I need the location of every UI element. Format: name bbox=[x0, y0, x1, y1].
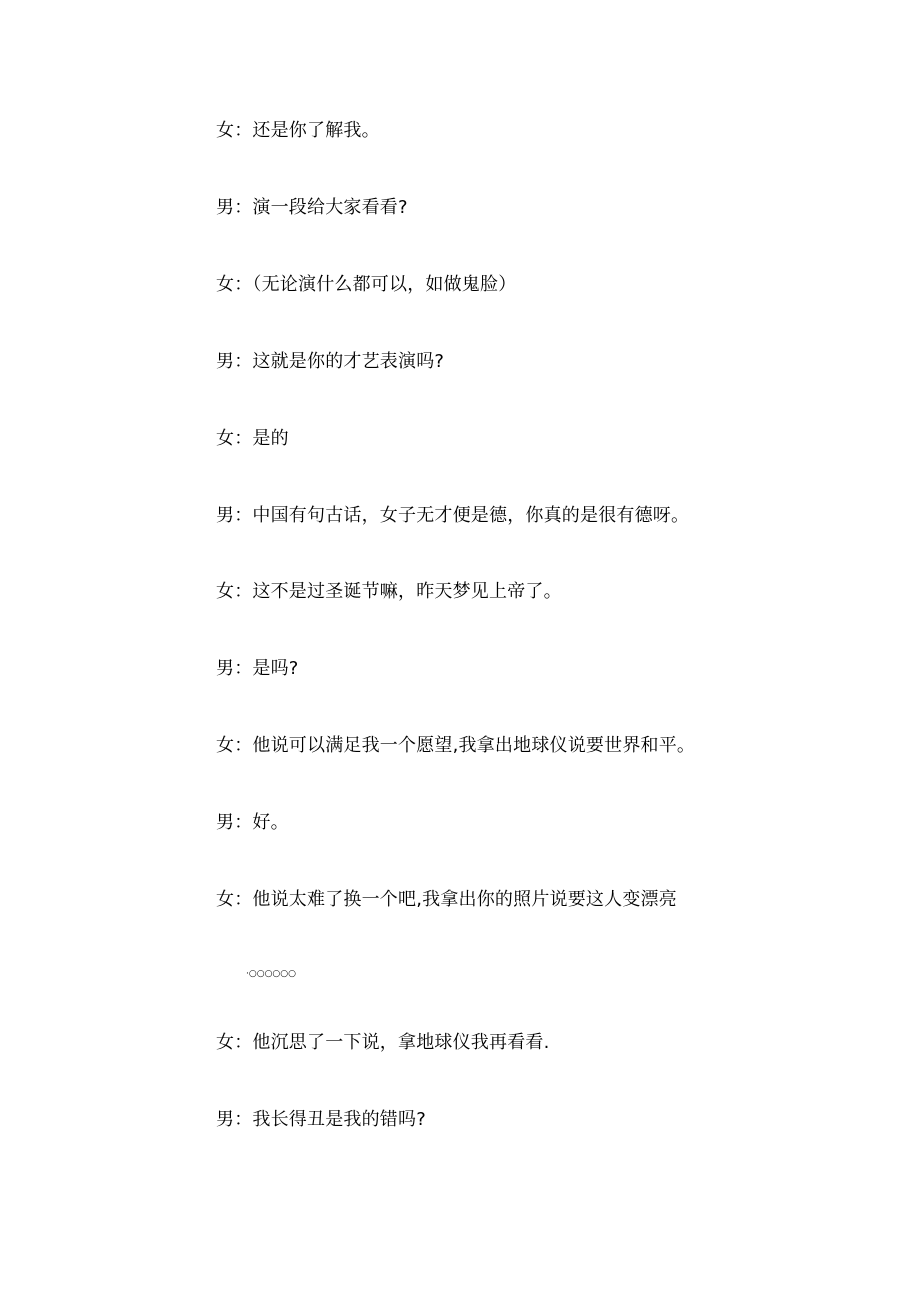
ellipsis-continuation: ·○○○○○○ bbox=[246, 969, 296, 979]
dialogue-line: 男：我长得丑是我的错吗? bbox=[216, 1109, 426, 1130]
dialogue-line: 男：这就是你的才艺表演吗? bbox=[216, 351, 445, 372]
dialogue-line: 女：他沉思了一下说，拿地球仪我再看看. bbox=[216, 1032, 550, 1053]
dialogue-line: 女：他说可以满足我一个愿望,我拿出地球仪说要世界和平。 bbox=[216, 735, 696, 756]
dialogue-line: 女：是的 bbox=[216, 428, 289, 449]
dialogue-line: 男：中国有句古话，女子无才便是德，你真的是很有德呀。 bbox=[216, 505, 690, 526]
dialogue-line: 女：他说太难了换一个吧,我拿出你的照片说要这人变漂亮 bbox=[216, 889, 677, 910]
dialogue-line: 男：是吗? bbox=[216, 658, 299, 679]
dialogue-line: 女：这不是过圣诞节嘛，昨天梦见上帝了。 bbox=[216, 581, 562, 602]
dialogue-line: 男：演一段给大家看看? bbox=[216, 197, 408, 218]
dialogue-line: 女：（无论演什么都可以，如做鬼脸） bbox=[216, 274, 517, 295]
dialogue-line: 女：还是你了解我。 bbox=[216, 120, 380, 141]
dialogue-line: 男：好。 bbox=[216, 812, 289, 833]
